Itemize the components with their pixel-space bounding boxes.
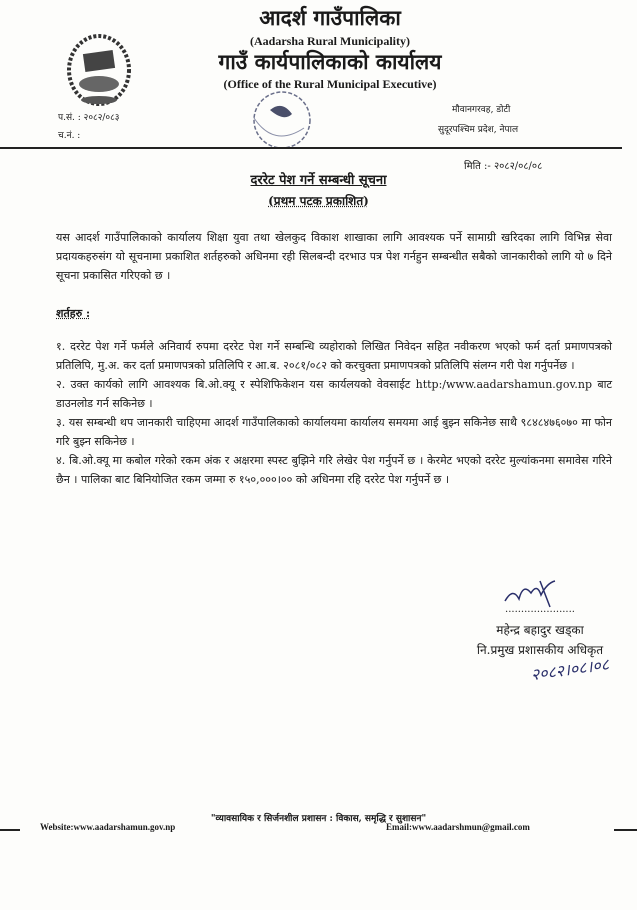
- municipality-name-en: (Aadarsha Rural Municipality): [249, 34, 410, 48]
- notice-subtitle: (प्रथम पटक प्रकाशित): [268, 194, 369, 208]
- address-line-1: मौवानगरवह, डोटी: [452, 105, 511, 115]
- office-name-np: गाउँ कार्यपालिकाको कार्यालय: [218, 49, 442, 74]
- reference-number: प.सं. : २०८२/०८३: [58, 113, 120, 123]
- condition-item: ४. बि.ओ.क्यू मा कबोल गरेको रकम अंक र अक्षरमा स्पस्ट बुझिने गरि लेखेर पेश गर्नुपर्ने छ । केरमेट भएको दररेट मुल्यांकनमा समावेस गरिने छैन । पालिका बाट बिनियोजित रकम जम्मा रु १५०,०००।०० को अधिनमा रहि दररेट पेश गर्नुपर्ने छ ।: [56, 454, 612, 486]
- footer-dash-left: [0, 829, 20, 831]
- signature-block: [440, 600, 637, 685]
- municipality-name-np: आदर्श गाउँपालिका: [259, 5, 401, 30]
- footer-email: Email:www.aadarshmun@gmail.com: [386, 822, 530, 832]
- footer-dash-right: [614, 829, 637, 831]
- office-name-en: (Office of the Rural Municipal Executive): [223, 77, 437, 91]
- condition-item: ३. यस सम्बन्धी थप जानकारी चाहिएमा आदर्श गाउँपालिकाको कार्यालयमा कार्यालय समयमा आई बुझ्न सकिनेछ साथै ९८४८४७६०७० मा फोन गरि बुझ्न सकिनेछ ।: [56, 416, 612, 448]
- signature-dots: ......................: [505, 604, 575, 615]
- address-line-2: सुदूरपश्चिम प्रदेश, नेपाल: [438, 125, 519, 135]
- handwritten-date: २०८२।०८।०८: [529, 654, 611, 685]
- conditions-heading: शर्तहरु :: [56, 307, 91, 320]
- condition-item: २. उक्त कार्यको लागि आवश्यक बि.ओ.क्यू र स्पेशिफिकेशन यस कार्यलयको वेवसाईट http:/www.aadarshamun.gov.np बाट डाउनलोड गर्न सकिनेछ ।: [56, 378, 612, 410]
- condition-item: १. दररेट पेश गर्ने फर्मले अनिवार्य रुपमा दररेट पेश गर्ने सम्बन्धि व्यहोराको लिखित निवेदन सहित नवीकरण भएको फर्म दर्ता प्रमाणपत्रको प्रतिलिपि, मु.अ. कर दर्ता प्रमाणपत्रको प्रतिलिपि र आ.ब. २०८१/०८२ को करचुक्ता प्रमाणपत्रको प्रतिलिपि संलग्न गरी पेश गर्नुपर्नेछ ।: [56, 340, 612, 372]
- conditions-list: [56, 337, 612, 489]
- signatory-name: महेन्द्र बहादुर खड्का: [496, 623, 584, 637]
- footer-website: Website:www.aadarshamun.gov.np: [40, 822, 176, 832]
- intro-paragraph: यस आदर्श गाउँपालिकाको कार्यालय शिक्षा युवा तथा खेलकुद विकाश शाखाका लागि आवश्यक पर्ने सामाग्री खरिदका लागि विभिन्न सेवा प्रदायकहरुसंग यो सूचनामा प्रकाशित शर्तहरुको अधिनमा रही सिलबन्दी दरभाउ पत्र पेश गर्नहुन सम्बन्धीत सबैको जानकारीको लागि यो ७ दिने सूचना प्रकासित गरिएको छ ।: [56, 231, 612, 282]
- header-divider: [0, 147, 622, 149]
- signatory-designation: नि.प्रमुख प्रशासकीय अधिकृत: [476, 643, 604, 657]
- notice-title: दररेट पेश गर्ने सम्बन्धी सूचना: [250, 173, 387, 188]
- footer-slogan: "व्यावसायिक र सिर्जनशील प्रशासन : विकास, समृद्धि र सुशासन": [210, 814, 427, 824]
- notice-date: मिति :- २०८२/०८/०८: [464, 161, 543, 172]
- dispatch-number: च.नं. :: [58, 131, 81, 141]
